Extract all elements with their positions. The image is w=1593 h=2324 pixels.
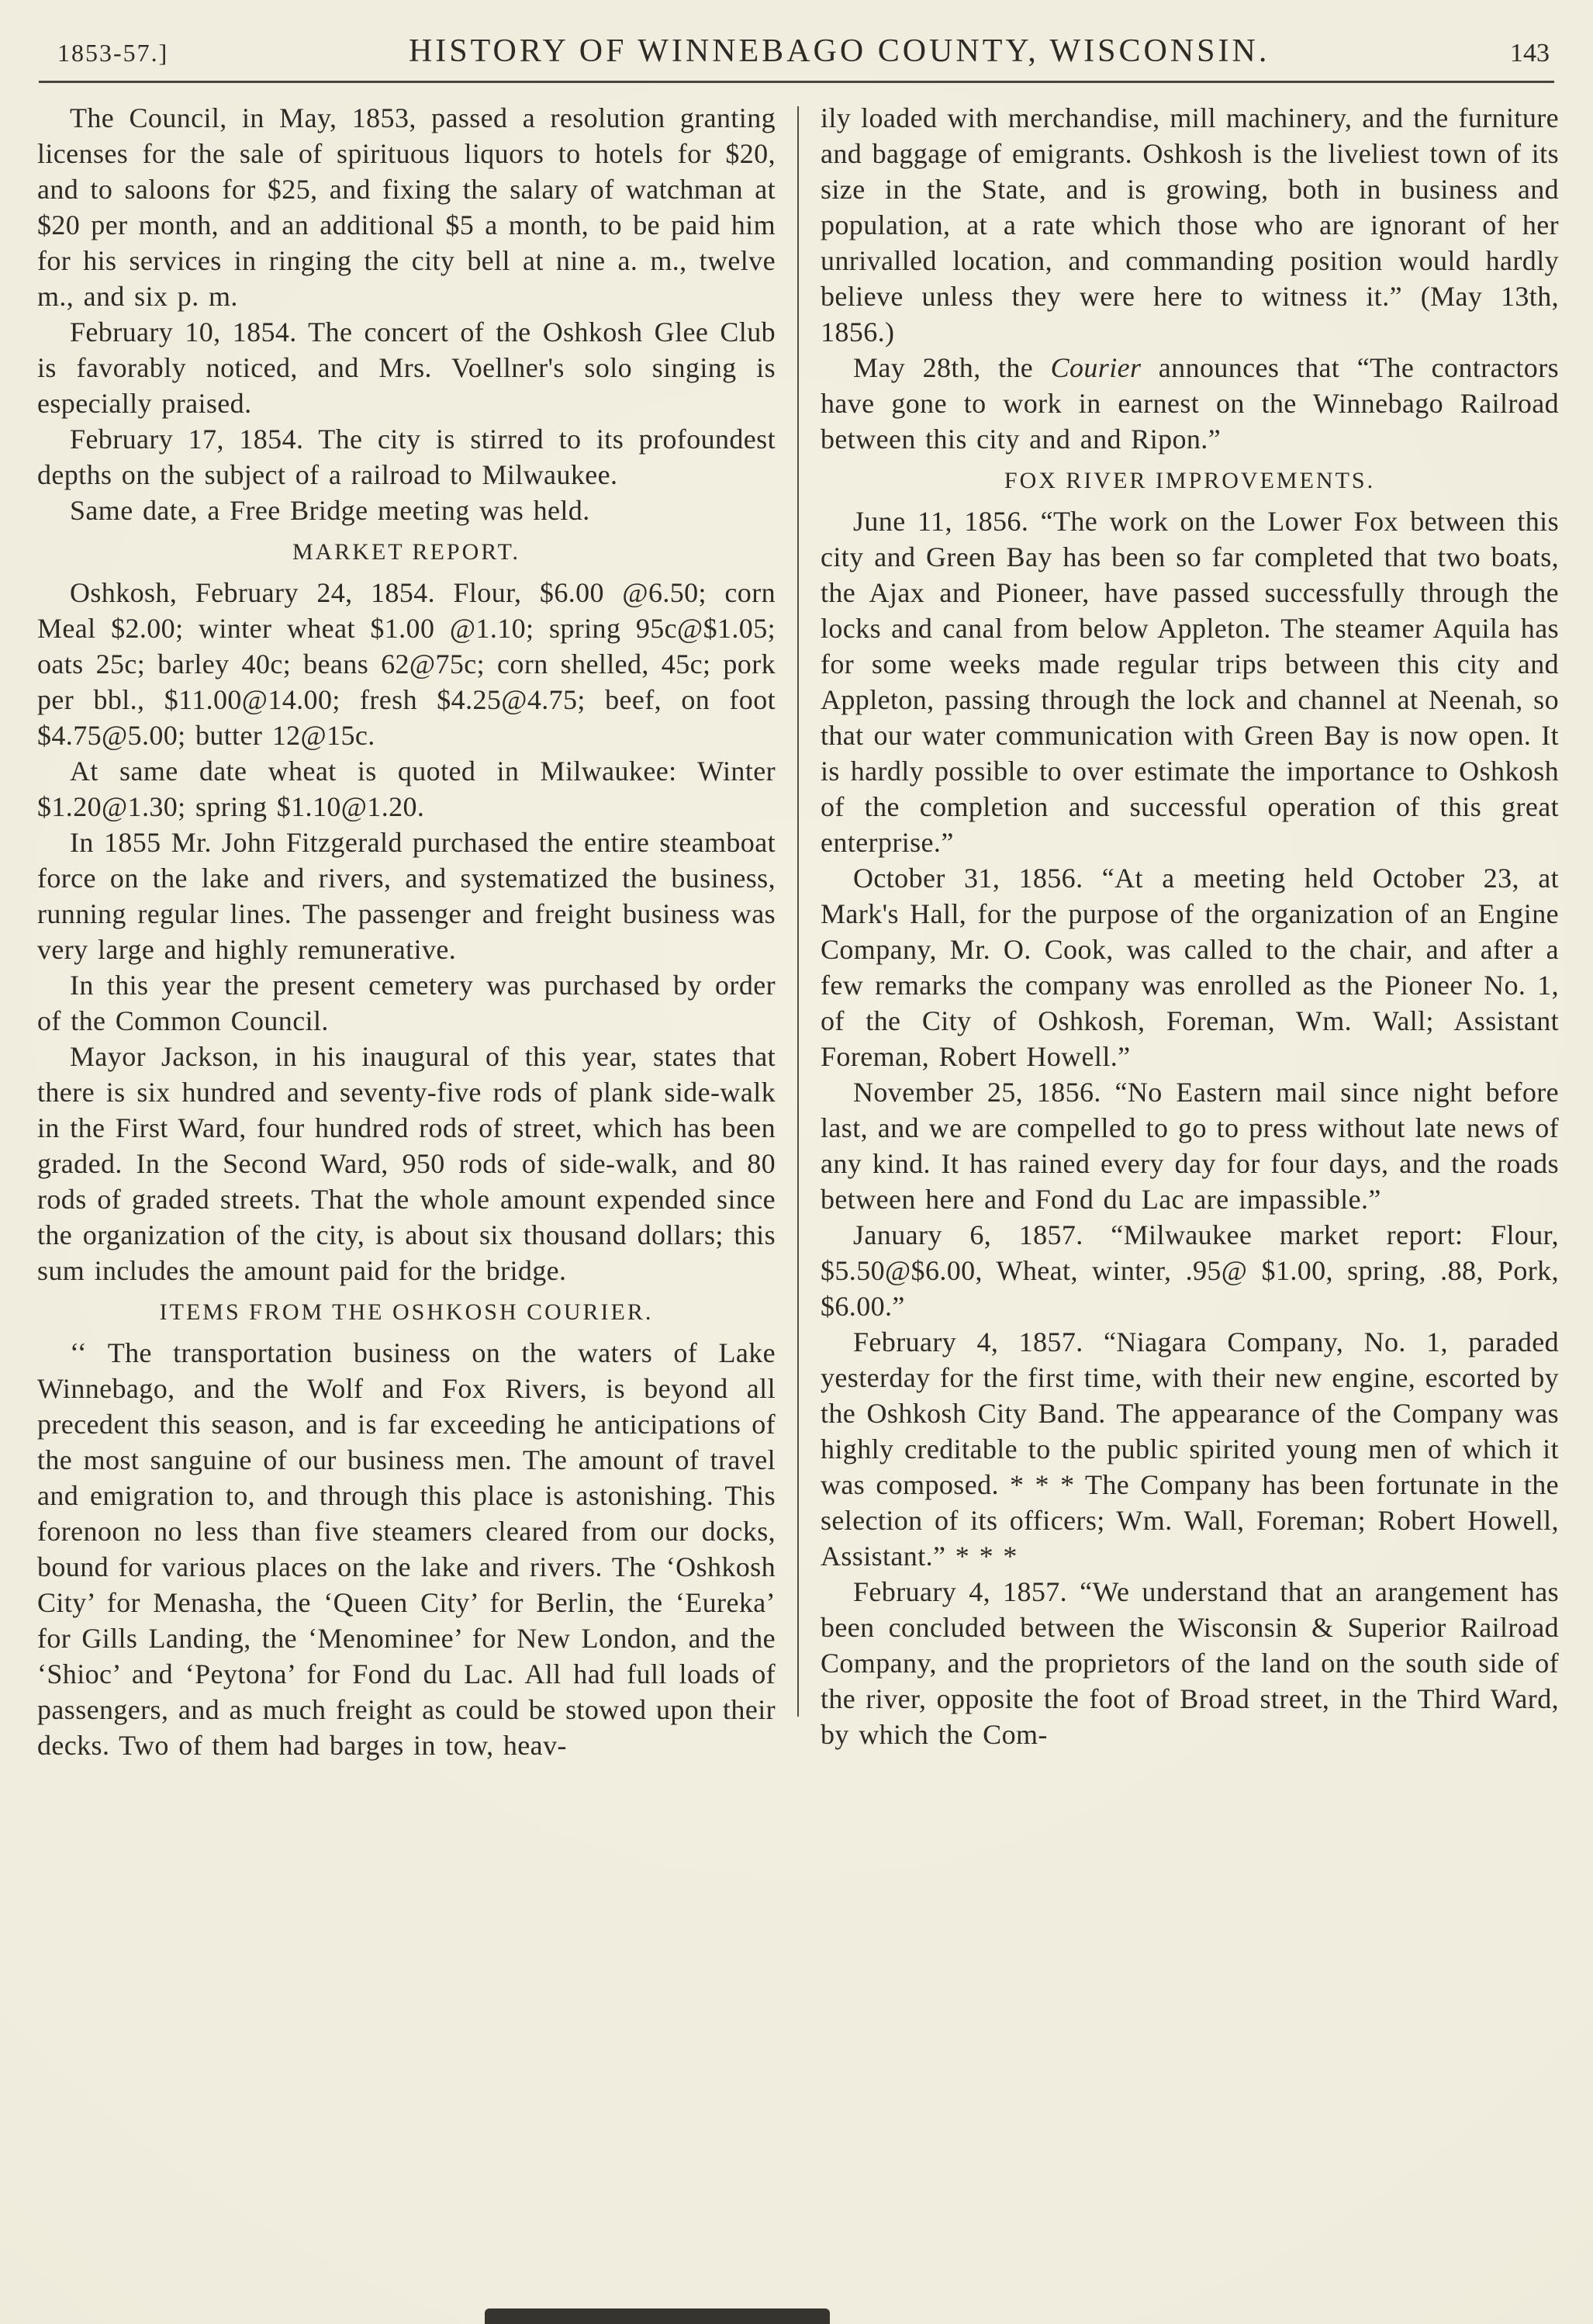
paragraph <box>821 1217 1559 1324</box>
text-run: January 6, 1857. “Milwaukee market report: Flour, $5.50@$6.00, Wheat, winter, .95@ $1.00, spring, .88, Pork, $6.00.” <box>821 1219 1559 1322</box>
text-run: The Council, in May, 1853, passed a resolution granting licenses for the sale of spirituous liquors to hotels for $20, and to saloons for $25, and fixing the salary of watchman at $20 per month, and an additional $5 a month, to be paid him for his services in ringing the city bell at nine a. m., twelve m., and six p. m. <box>37 102 776 312</box>
paragraph <box>37 967 776 1039</box>
text-run: February 17, 1854. The city is stirred to its profoundest depths on the subject of a railroad to Milwaukee. <box>37 424 776 490</box>
page-header <box>0 0 1593 81</box>
text-run: November 25, 1856. “No Eastern mail since night before last, and we are compelled to go to press without late news of any kind. It has rained every day for four days, and the roads between here and Fond du Lac are impassible.” <box>821 1077 1559 1215</box>
paragraph <box>37 314 776 421</box>
paragraph <box>37 825 776 967</box>
text-run: FOX RIVER IMPROVEMENTS. <box>1004 468 1376 493</box>
text-run: June 11, 1856. “The work on the Lower Fox between this city and Green Bay has been so far completed that two boats, the Ajax and Pioneer, have passed successfully through the locks and canal from below Appleton. The steamer Aquila has for some weeks made regular trips between this city and Appleton, passing through the lock and channel at Neenah, so that our water communication with Green Bay is now open. It is hardly possible to over estimate the importance to Oshkosh of the completion and successful operation of this great enterprise.” <box>821 506 1559 858</box>
text-run: In 1855 Mr. John Fitzgerald purchased the entire steamboat force on the lake and rivers, and systematized the business, running regular lines. The passenger and freight business was very large and highly remunerative. <box>37 827 776 965</box>
paragraph <box>821 503 1559 860</box>
text-run: In this year the present cemetery was purchased by order of the Common Council. <box>37 970 776 1036</box>
paragraph <box>37 493 776 528</box>
text-run: ITEMS FROM THE OSHKOSH COURIER. <box>159 1299 654 1325</box>
text-run: ‘‘ The transportation business on the waters of Lake Winnebago, and the Wolf and Fox Rivers, is beyond all precedent this season, and is far exceeding he anticipations of the most sanguine of our business men. The amount of travel and emigration to, and through this place is astonishing. This forenoon no less than five steamers cleared from our docks, bound for various places on the lake and rivers. The ‘Oshkosh City’ for Menasha, the ‘Queen City’ for Berlin, the ‘Eureka’ for Gills Landing, the ‘Menominee’ for New London, and the ‘Shioc’ and ‘Peytona’ for Fond du Lac. All had full loads of passengers, and as much freight as could be stowed upon their decks. Two of them had barges in tow, heav- <box>37 1337 776 1761</box>
paragraph <box>37 753 776 825</box>
text-run: ily loaded with merchandise, mill machinery, and the furniture and baggage of emigrants. Oshkosh is the liveliest town of its size in the State, and is growing, both in business and population, at a rate which those who are ignorant of her unrivalled location, and commanding position would hardly believe unless they were here to witness it.” (May 13th, 1856.) <box>821 102 1559 348</box>
paragraph <box>37 421 776 493</box>
text-run: Oshkosh, February 24, 1854. Flour, $6.00 @6.50; corn Meal $2.00; winter wheat $1.00 @1.10; spring 95c@$1.05; oats 25c; barley 40c; beans 62@75c; corn shelled, 45c; pork per bbl., $11.00@14.00; fresh $4.25@4.75; beef, on foot $4.75@5.00; butter 12@15c. <box>37 577 776 751</box>
scan-artifact <box>485 2308 830 2324</box>
paragraph <box>821 1324 1559 1574</box>
right-column <box>821 100 1559 1763</box>
paragraph <box>821 100 1559 350</box>
text-run: At same date wheat is quoted in Milwaukee: Winter $1.20@1.30; spring $1.10@1.20. <box>37 756 776 822</box>
italic-text: Courier <box>1050 352 1142 383</box>
page-number: 143 <box>1509 39 1550 67</box>
text-run: Same date, a Free Bridge meeting was held. <box>70 495 590 526</box>
text-run: May 28th, the <box>853 352 1051 383</box>
section-heading <box>37 539 776 565</box>
text-run: February 4, 1857. “Niagara Company, No. 1, paraded yesterday for the first time, with their new engine, escorted by the Oshkosh City Band. The appearance of the Company was highly creditable to the public spirited young men of which it was composed. * * * The Company has been fortunate in the selection of its officers; Wm. Wall, Foreman; Robert Howell, Assistant.” * * * <box>821 1326 1559 1572</box>
paragraph <box>821 860 1559 1074</box>
text-run: February 4, 1857. “We understand that an arangement has been concluded between the Wisconsin & Superior Railroad Company, and the proprietors of the land on the south side of the river, opposite the foot of Broad street, in the Third Ward, by which the Com- <box>821 1576 1559 1750</box>
column-divider <box>797 106 799 1717</box>
paragraph <box>37 1335 776 1763</box>
paragraph <box>37 575 776 753</box>
text-run: Mayor Jackson, in his inaugural of this year, states that there is six hundred and seventy-five rods of plank side-walk in the First Ward, four hundred rods of street, which has been graded. In the Second Ward, 950 rods of side-walk, and 80 rods of graded streets. That the whole amount expended since the organization of the city, is about six thousand dollars; this sum includes the amount paid for the bridge. <box>37 1041 776 1286</box>
section-heading <box>821 468 1559 494</box>
paragraph <box>37 100 776 314</box>
text-run: February 10, 1854. The concert of the Oshkosh Glee Club is favorably noticed, and Mrs. Voellner's solo singing is especially praised. <box>37 316 776 419</box>
paragraph <box>37 1039 776 1288</box>
text-run: October 31, 1856. “At a meeting held October 23, at Mark's Hall, for the purpose of the organization of an Engine Company, Mr. O. Cook, was called to the chair, and after a few remarks the company was enrolled as the Pioneer No. 1, of the City of Oshkosh, Foreman, Wm. Wall; Assistant Foreman, Robert Howell.” <box>821 863 1559 1072</box>
text-run: MARKET REPORT. <box>292 539 521 565</box>
paragraph <box>821 1574 1559 1752</box>
page-body <box>0 83 1593 1763</box>
section-heading <box>37 1299 776 1326</box>
paragraph <box>821 350 1559 457</box>
page-running-title: HISTORY OF WINNEBAGO COUNTY, WISCONSIN. <box>408 33 1270 69</box>
text-run: announces that “The contractors have gone to work in earnest on the Winnebago Railroad between this city and and Ripon.” <box>821 352 1559 455</box>
left-column <box>37 100 776 1763</box>
header-date-range: 1853-57.] <box>57 39 169 67</box>
paragraph <box>821 1074 1559 1217</box>
